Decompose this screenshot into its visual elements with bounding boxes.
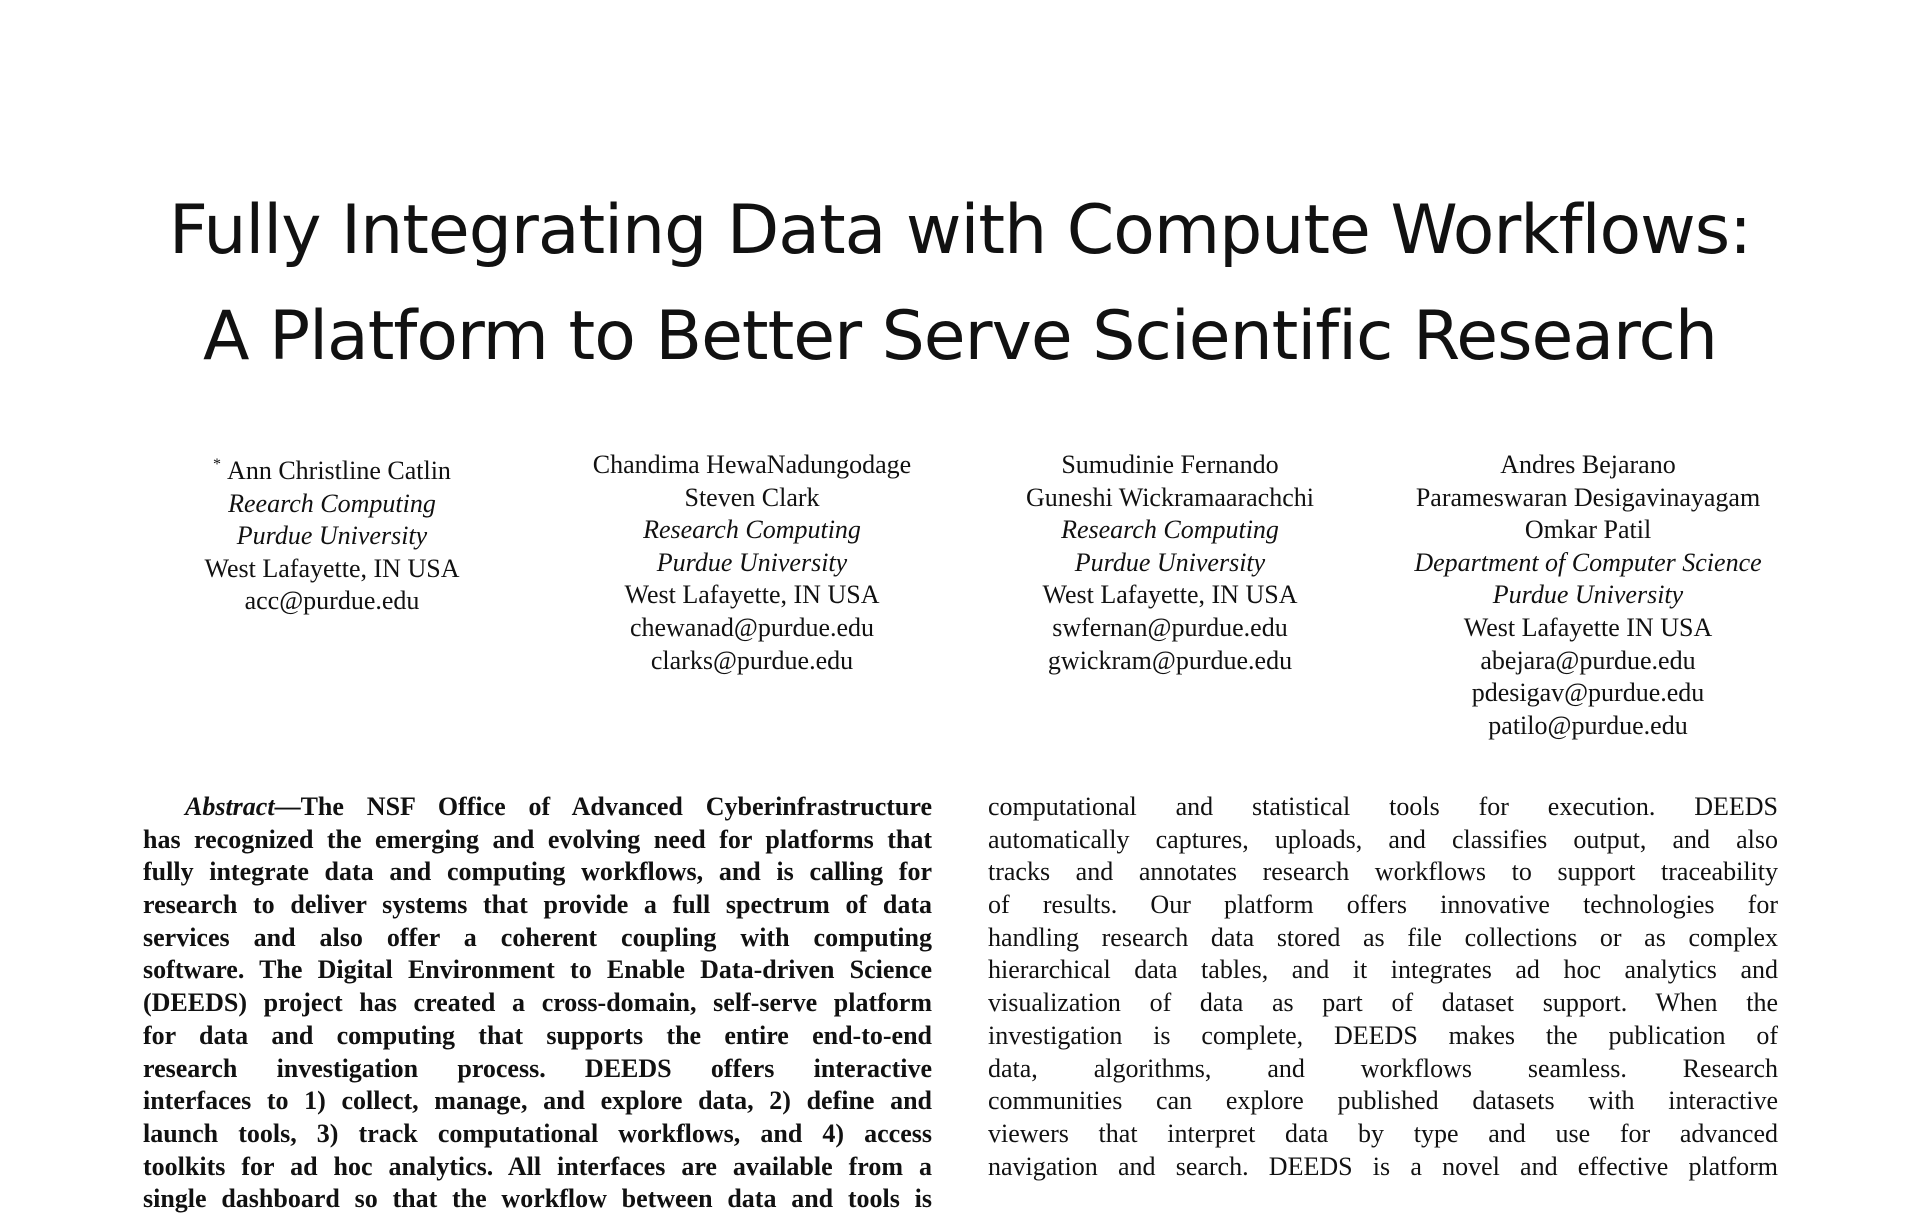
abstract-line: toolkits for ad hoc analytics. All interfaces are available from a xyxy=(143,1151,932,1181)
author-name: * Ann Christline Catlin xyxy=(213,456,451,485)
author-affiliation: Research Computing xyxy=(1061,515,1279,545)
author-block-1 xyxy=(122,449,542,618)
body-line: navigation and search. DEEDS is a novel and effective platform xyxy=(988,1151,1778,1181)
author-email: gwickram@purdue.edu xyxy=(1047,645,1293,675)
author-location: West Lafayette, IN USA xyxy=(1042,580,1298,610)
body-line: data, algorithms, and workflows seamless. Research xyxy=(988,1053,1778,1083)
abstract-line: (DEEDS) project has created a cross-domain, self-serve platform xyxy=(143,988,932,1018)
body-line: communities can explore published datasets with interactive xyxy=(988,1086,1778,1116)
paper-title xyxy=(0,178,1920,390)
author-name: Chandima HewaNadungodage xyxy=(592,450,912,479)
abstract-line: software. The Digital Environment to Enable Data-driven Science xyxy=(143,955,932,985)
abstract-line: research investigation process. DEEDS offers interactive xyxy=(143,1053,932,1083)
body-line: handling research data stored as file collections or as complex xyxy=(988,922,1778,952)
author-email: swfernan@purdue.edu xyxy=(1052,612,1288,642)
body-column-right xyxy=(988,791,1778,1183)
author-name: Andres Bejarano xyxy=(1500,450,1676,479)
author-location: West Lafayette, IN USA xyxy=(624,580,880,610)
author-affiliation: Department of Computer Science xyxy=(1414,547,1762,577)
author-name: Guneshi Wickramaarachchi xyxy=(1026,482,1314,512)
abstract-line: has recognized the emerging and evolving need for platforms that xyxy=(143,824,932,854)
author-affiliation: Purdue University xyxy=(656,547,848,577)
abstract-line: Abstract—The NSF Office of Advanced Cyberinfrastructure xyxy=(185,792,932,821)
author-affiliation: Purdue University xyxy=(236,521,428,551)
abstract-line: for data and computing that supports the entire end-to-end xyxy=(143,1020,932,1050)
body-line: automatically captures, uploads, and classifies output, and also xyxy=(988,824,1778,854)
abstract-column xyxy=(143,791,932,1216)
body-line: viewers that interpret data by type and use for advanced xyxy=(988,1118,1778,1148)
author-name: Steven Clark xyxy=(684,482,820,512)
abstract-line: fully integrate data and computing workflows, and is calling for xyxy=(143,857,932,887)
abstract-line: interfaces to 1) collect, manage, and explore data, 2) define and xyxy=(143,1086,932,1116)
author-affiliation: Research Computing xyxy=(643,515,861,545)
author-name: Omkar Patil xyxy=(1524,515,1652,545)
body-line: hierarchical data tables, and it integrates ad hoc analytics and xyxy=(988,955,1778,985)
body-line: of results. Our platform offers innovative technologies for xyxy=(988,890,1778,920)
author-location: West Lafayette IN USA xyxy=(1463,612,1713,642)
author-affiliation: Purdue University xyxy=(1492,580,1684,610)
abstract-line: single dashboard so that the workflow between data and tools is xyxy=(143,1184,932,1214)
author-affiliation: Reearch Computing xyxy=(228,488,436,518)
author-name: Parameswaran Desigavinayagam xyxy=(1415,482,1761,512)
author-email: acc@purdue.edu xyxy=(244,586,420,616)
body-line: investigation is complete, DEEDS makes the publication of xyxy=(988,1020,1778,1050)
abstract-line: research to deliver systems that provide a full spectrum of data xyxy=(143,890,932,920)
abstract-line: launch tools, 3) track computational workflows, and 4) access xyxy=(143,1118,932,1148)
body-line: tracks and annotates research workflows to support traceability xyxy=(988,857,1778,887)
abstract-line: services and also offer a coherent coupling with computing xyxy=(143,922,932,952)
abstract-label: Abstract xyxy=(185,792,275,821)
author-location: West Lafayette, IN USA xyxy=(204,553,460,583)
corresponding-author-marker: * xyxy=(213,456,222,473)
body-line: computational and statistical tools for execution. DEEDS xyxy=(988,792,1778,821)
paper-title-line-2: A Platform to Better Serve Scientific Research xyxy=(203,297,1717,376)
author-block-2 xyxy=(542,449,962,677)
author-email: pdesigav@purdue.edu xyxy=(1471,678,1705,708)
author-affiliation: Purdue University xyxy=(1074,547,1266,577)
author-email: patilo@purdue.edu xyxy=(1488,710,1688,740)
author-name: Sumudinie Fernando xyxy=(1061,450,1279,479)
body-line: visualization of data as part of dataset support. When the xyxy=(988,988,1778,1018)
paper-title-line-1: Fully Integrating Data with Compute Workflows: xyxy=(168,191,1752,270)
author-email: clarks@purdue.edu xyxy=(650,645,854,675)
author-email: abejara@purdue.edu xyxy=(1480,645,1696,675)
author-email: chewanad@purdue.edu xyxy=(629,612,875,642)
author-block-3 xyxy=(960,449,1380,677)
author-block-4 xyxy=(1378,449,1798,742)
